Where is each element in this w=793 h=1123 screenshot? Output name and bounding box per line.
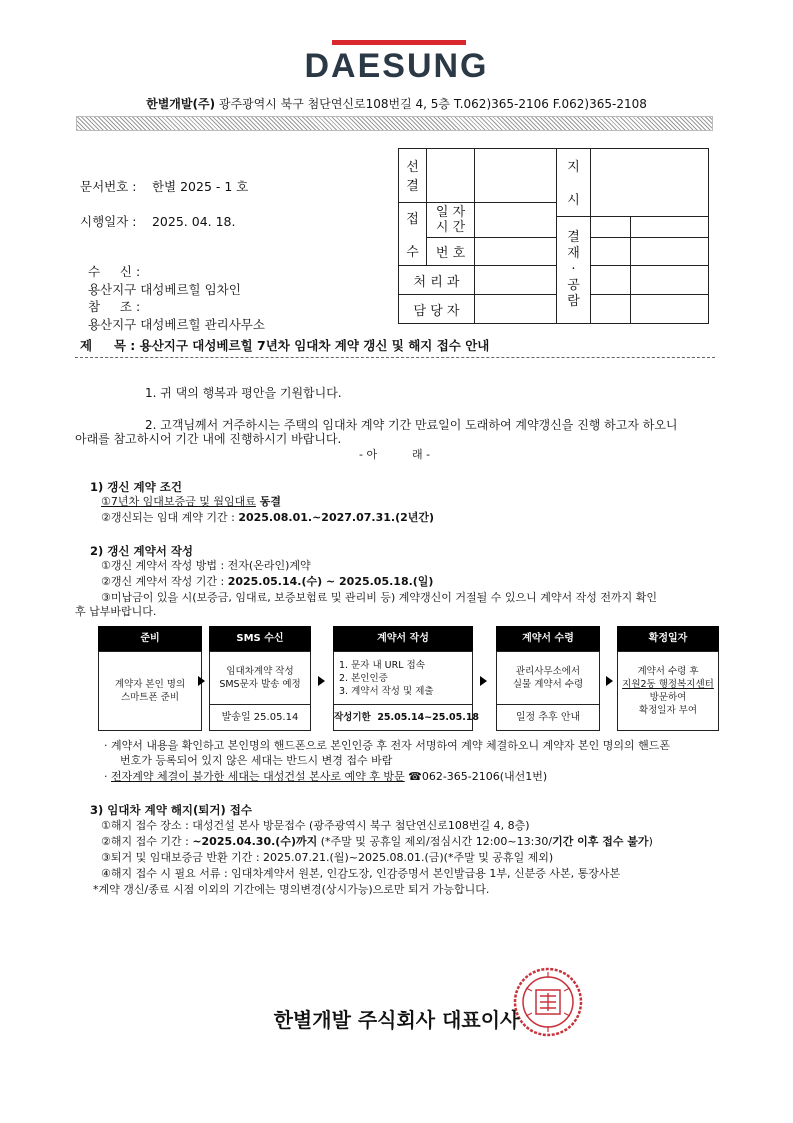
arrow-right-icon [480,676,487,686]
step-3-header: 계약서 작성 [333,626,473,651]
issue-date-row [80,212,235,230]
si-label: 시 [567,193,580,209]
company-name: 한별개발(주) [146,97,216,111]
arrow-right-icon [606,676,613,686]
step-4-header: 계약서 수령 [496,626,600,651]
note-2 [104,769,547,784]
reference-label: 참 조 : [87,299,141,314]
damdangja-cell: 담 당 자 [399,295,475,324]
doc-number-label: 문서번호 : [80,179,137,194]
section-2-title: 2) 갱신 계약서 작성 [90,544,194,558]
item-2-close: ) [648,835,653,848]
gyeol2-label: 결 [567,229,580,245]
subject-text: 용산지구 대성베르힐 7년차 임대차 계약 갱신 및 해지 접수 안내 [139,338,490,353]
dot-label: · [571,261,576,277]
step-3-footer: 작성기한 25.05.14~25.05.18 [333,705,473,731]
step-5-line-2: 지원2동 행정복지센터 [622,679,714,690]
reference-value: 용산지구 대성베르힐 관리사무소 [87,317,265,332]
ji-label: 지 [567,160,580,176]
empty-cell [631,237,709,266]
section-2-item-2 [101,574,433,589]
company-info-line [0,95,793,112]
step-2-header: SMS 수신 [209,626,311,651]
step-4-box [496,651,600,705]
below-heading: - 아 래 - [359,448,431,461]
note-1b: 번호가 등록되어 있지 않은 세대는 반드시 변경 접수 바람 [120,754,393,767]
section-2-item-1: ①갱신 계약서 작성 방법 : 전자(온라인)계약 [101,559,311,572]
item-2-deadline: ~2025.04.30.(수)까지 [192,835,318,848]
step-4-line-1: 관리사무소에서 [515,666,581,677]
step-3-line-2: 2. 본인인증 [339,672,388,684]
section-3-title: 3) 임대차 계약 해지(퇴거) 접수 [90,803,252,817]
ceo-signature-line: 한별개발 주식회사 대표이사 [273,1008,520,1032]
seongyeol-cell [399,149,427,203]
step-3-box [333,651,473,705]
subject-divider [75,357,715,358]
step-5-box [617,651,719,731]
ilja-label: 일 자 [435,204,466,220]
step-5-line-1: 계약서 수령 후 [637,666,699,677]
gyeoljae-cell [557,216,591,323]
section-2-item-3a: ③미납금이 있을 시(보증금, 임대료, 보증보험료 및 관리비 등) 계약갱신이 거절될 수 있으니 계약서 작성 전까지 확인 [101,591,658,604]
step-3-line-3: 3. 계약서 작성 및 제출 [339,685,434,697]
paragraph-1: 1. 귀 댁의 행복과 평안을 기원합니다. [145,386,342,400]
empty-cell [475,237,557,266]
step-5-header: 확정일자 [617,626,719,651]
doc-number-row [80,177,248,195]
subject-line [80,336,489,354]
step-2-box [209,651,311,705]
reference-row [80,282,265,333]
empty-cell [475,266,557,295]
empty-cell [591,295,631,324]
jisi-cell [557,149,591,217]
step-2-line-2: SMS문자 발송 예정 [219,679,301,690]
recipient-label: 수 신 : [87,264,141,279]
empty-cell [631,216,709,237]
note-2-bullet: · [104,770,111,783]
sigan-label: 시 간 [435,219,466,235]
empty-cell [475,295,557,324]
company-address: 광주광역시 북구 첨단연신로108번길 4, 5층 T.062)365-2106 F.062)365-2108 [215,97,647,111]
logo-red-bar [332,40,466,45]
item-2-label: ②해지 접수 기간 : [101,835,193,848]
item-2-note: (*주말 및 공휴일 제외/점심시간 12:00~13:30/ [317,835,553,848]
section-3-item-1: ①해지 접수 장소 : 대성건설 본사 방문접수 (광주광역시 북구 첨단연신로108번길 4, 8층) [101,819,530,832]
jae-label: 재 [567,245,580,261]
empty-cell [427,149,475,203]
step-4-line-2: 실물 계약서 수령 [512,679,584,690]
step-1-header: 준비 [98,626,202,651]
empty-cell [475,149,557,203]
note-1a: · 계약서 내용을 확인하고 본인명의 핸드폰으로 본인인증 후 전자 서명하여 계약 체결하오니 계약자 본인 명의의 핸드폰 [104,739,670,752]
section-3-item-4: ④해지 접수 시 필요 서류 : 임대차계약서 원본, 인감도장, 인감증명서 본인발급용 1부, 신분증 사본, 통장사본 [101,867,621,880]
step-2-line-1: 임대차계약 작성 [226,666,294,677]
paragraph-2b: 아래를 참고하시어 기간 내에 진행하시기 바랍니다. [75,432,342,446]
step-1-line-2: 스마트폰 준비 [120,692,180,703]
jisi-content-cell [591,149,709,217]
empty-cell [591,216,631,237]
doc-number-value: 한별 2025 - 1 호 [151,179,249,194]
logo-text: DAESUNG [304,47,489,85]
step-2-footer: 발송일 25.05.14 [209,705,311,731]
su-label: 수 [406,244,419,260]
item-1-bold: 동결 [255,495,281,508]
step-1-line-1: 계약자 본인 명의 [114,679,186,690]
step-5-line-4: 확정일자 부여 [638,705,698,716]
empty-cell [591,237,631,266]
seon-label: 선 [406,160,419,176]
paragraph-2a: 2. 고객님께서 거주하시는 주택의 임대차 계약 기간 만료일이 도래하여 계약갱신을 진행 하고자 하오니 [145,418,678,432]
hatched-divider [76,116,713,131]
jeop-label: 접 [406,211,419,227]
note-2-underlined: 전자계약 체결이 불가한 세대는 대성건설 본사로 예약 후 방문 [111,770,405,783]
beonho-cell: 번 호 [427,237,475,266]
item-1-underlined: ①7년차 임대보증금 및 월임대료 [101,495,256,508]
section-1-item-1 [101,494,281,509]
issue-date-value: 2025. 04. 18. [151,214,236,229]
section-3-note: *계약 갱신/종료 시점 이외의 기간에는 명의변경(상시가능)으로만 퇴거 가능합니다. [93,883,490,896]
item-2-label: ②갱신되는 임대 계약 기간 : [101,511,239,524]
issue-date-label: 시행일자 : [80,214,137,229]
empty-cell [631,266,709,295]
ram-label: 람 [567,293,580,309]
section-3-item-3: ③퇴거 및 임대보증금 반환 기간 : 2025.07.21.(월)~2025.08.01.(금)(*주말 및 공휴일 제외) [101,851,554,864]
step-1-box [98,651,202,731]
recipient-value: 용산지구 대성베르힐 임차인 [87,282,241,297]
jeopsu-cell [399,202,427,266]
gyeol-label: 결 [406,179,419,195]
step-4-footer: 일정 추후 안내 [496,705,600,731]
arrow-right-icon [198,676,205,686]
item-2-label: ②갱신 계약서 작성 기간 : [101,575,228,588]
empty-cell [475,202,557,237]
approval-table [398,148,709,324]
section-1-title: 1) 갱신 계약 조건 [90,480,182,494]
item-2-no-accept: 기간 이후 접수 불가 [552,835,649,848]
section-1-item-2 [101,510,434,525]
item-2-period: 2025.05.14.(수) ~ 2025.05.18.(일) [227,575,434,588]
company-logo [0,40,793,83]
arrow-right-icon [318,676,325,686]
ilja-cell [427,202,475,237]
section-3-item-2 [101,834,653,849]
step-5-line-3: 방문하여 [649,692,687,703]
section-2-item-3b: 후 납부바랍니다. [75,605,157,618]
note-2-phone: ☎062-365-2106(내선1번) [404,770,548,783]
item-2-period: 2025.08.01.~2027.07.31.(2년간) [238,511,435,524]
empty-cell [591,266,631,295]
step-3-line-1: 1. 문자 내 URL 접속 [339,659,425,671]
empty-cell [631,295,709,324]
cheorigwa-cell: 처 리 과 [399,266,475,295]
gong-label: 공 [567,277,580,293]
subject-label: 제 목 : [80,338,136,353]
